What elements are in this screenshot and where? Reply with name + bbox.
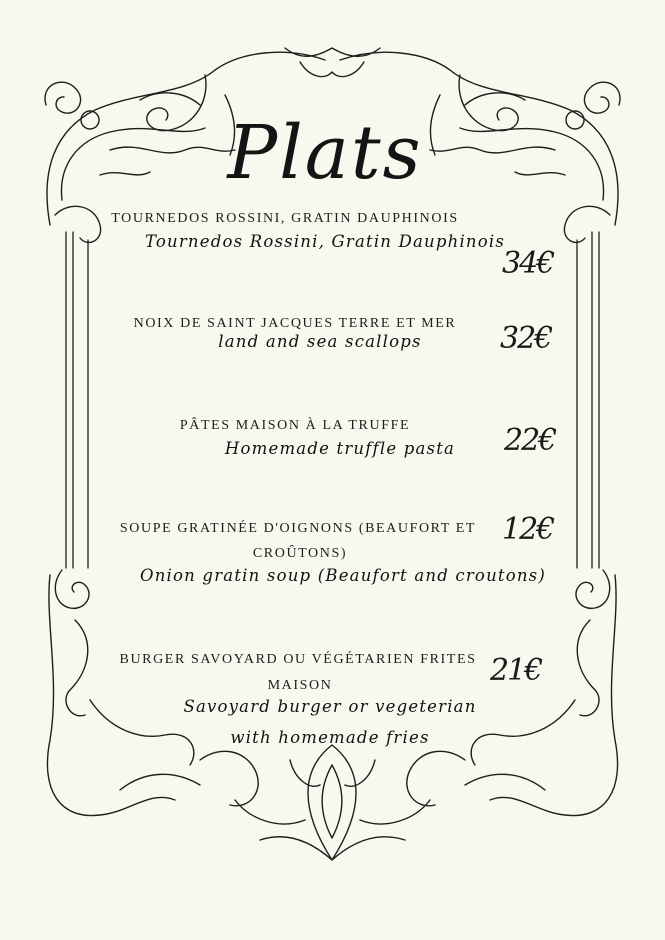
dish-name-en-line2: with homemade fries: [230, 728, 430, 747]
dish-name-en: Tournedos Rossini, Gratin Dauphinois: [144, 232, 506, 251]
dish-name-fr: TOURNEDOS ROSSINI, GRATIN DAUPHINOIS: [111, 211, 459, 226]
dish-price: 34€: [502, 246, 554, 281]
dish-name-en: Onion gratin soup (Beaufort and croutons): [140, 566, 546, 585]
dish-name-en-line1: Savoyard burger or vegeterian: [183, 697, 477, 716]
left-rail: [66, 232, 88, 568]
dish-name-fr: PÂTES MAISON À LA TRUFFE: [179, 418, 411, 433]
menu-title: Plats: [227, 110, 423, 196]
right-rail: [577, 232, 599, 568]
dish-price: 22€: [504, 423, 556, 458]
dish-price: 12€: [502, 512, 554, 547]
dish-price: 21€: [490, 653, 542, 688]
dish-name-fr-line1: BURGER SAVOYARD OU VÉGÉTARIEN FRITES: [119, 652, 477, 667]
dish-name-fr: NOIX DE SAINT JACQUES TERRE ET MER: [133, 316, 457, 331]
dish-name-fr-line1: SOUPE GRATINÉE D'OIGNONS (BEAUFORT ET: [119, 521, 477, 536]
dish-name-fr-line2: MAISON: [267, 678, 333, 693]
dish-name-en: Homemade truffle pasta: [224, 439, 456, 458]
dish-name-fr-line2: CROÛTONS): [252, 546, 348, 561]
dish-name-en: land and sea scallops: [218, 332, 422, 351]
dish-price: 32€: [500, 321, 552, 356]
